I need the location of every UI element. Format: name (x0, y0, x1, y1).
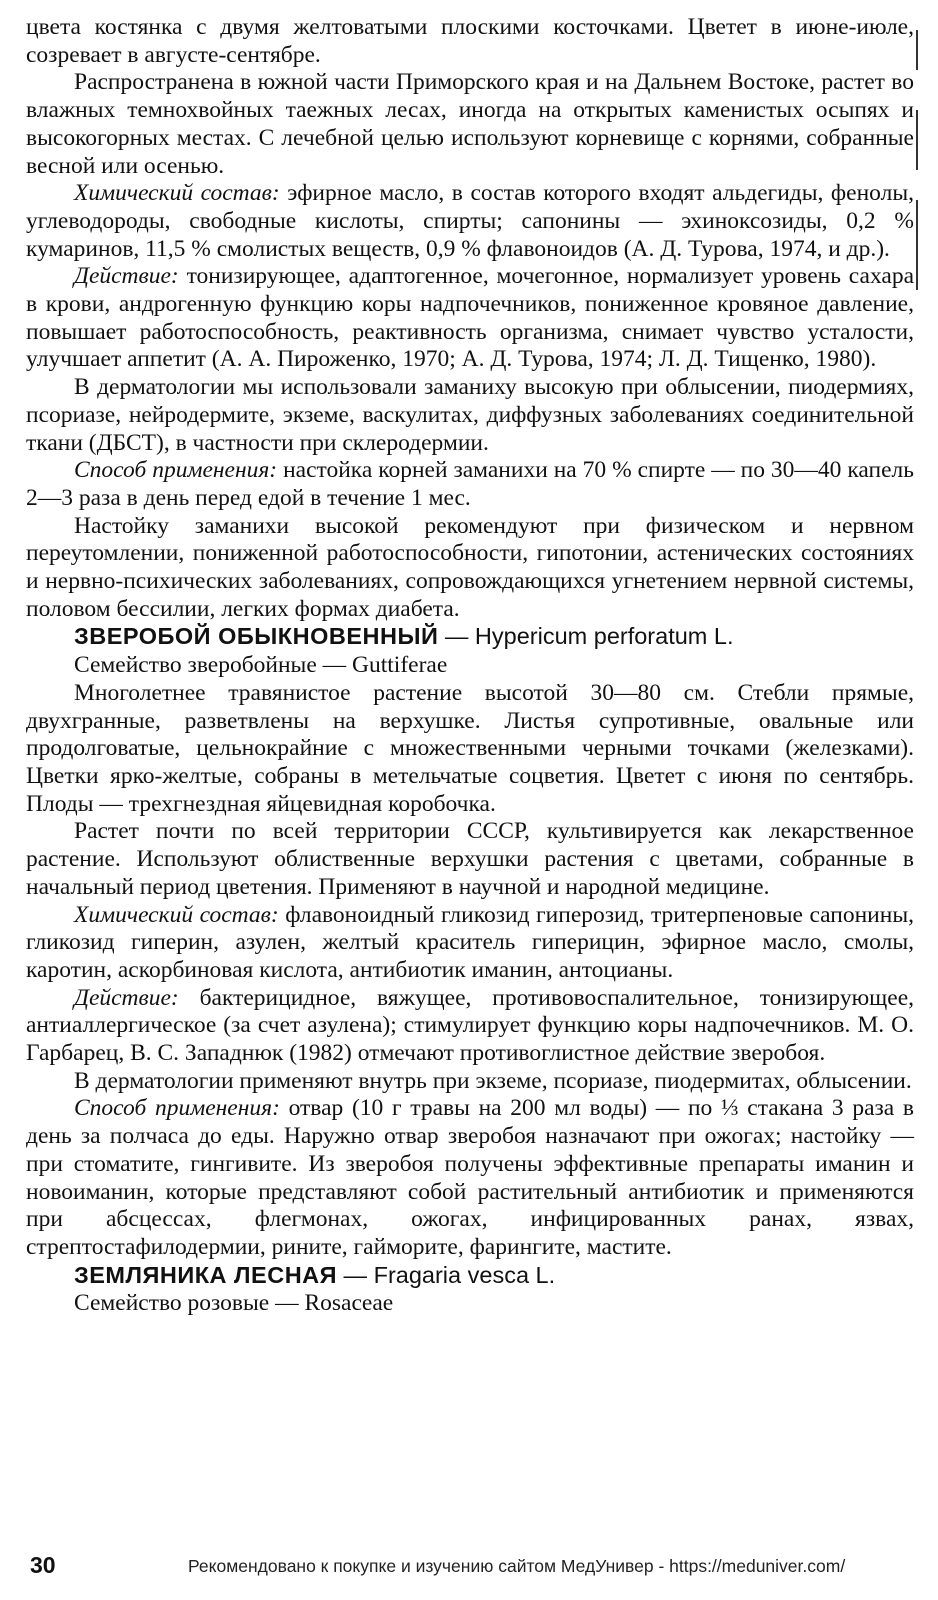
label-action: Действие: (74, 263, 179, 290)
paragraph: Распространена в южной части Приморского края и на Дальнем Востоке, растет во влажных темнохвойных таежных лесах, иногда на открытых каменистых осыпях и высокогорных местах. С лечебной целью используют корневище с корнями, собранные весной или осенью. (26, 69, 914, 179)
footer-note: Рекомендовано к покупке и изучению сайтом МедУнивер - https://meduniver.com/ (188, 1556, 846, 1576)
heading-latin-name: — Hypericum perforatum L. (438, 623, 734, 650)
paragraph: Настойку заманихи высокой рекомендуют при физическом и нервном переутомлении, пониженной работоспособности, гипотонии, астенических состояниях и нервно-психических заболеваниях, сопровождающихся угнетением нервной системы, половом бессилии, легких формах диабета. (26, 512, 914, 622)
label-action: Действие: (74, 984, 179, 1011)
heading-russian-name: ЗВЕРОБОЙ ОБЫКНОВЕННЫЙ (74, 623, 439, 650)
paragraph-action: Действие: бактерицидное, вяжущее, противовоспалительное, тонизирующее, антиаллергическое (за счет азулена); стимулирует функцию коры надпочечников. М. О. Гарбарец, В. С. Западнюк (1982) отмечают противоглистное действие зверобоя. (26, 984, 914, 1067)
paragraph-chemical-composition: Химический состав: эфирное масло, в состав которого входят альдегиды, фенолы, углеводороды, свободные кислоты, спирты; сапонины — эхиноксозиды, 0,2 % кумаринов, 11,5 % смолистых веществ, 0,9 % флавоноидов (А. Д. Турова, 1974, и др.). (26, 180, 915, 262)
paragraph-chemical-composition: Химический состав: флавоноидный гликозид гиперозид, тритерпеновые сапонины, гликозид гиперин, азулен, желтый краситель гиперицин, эфирное масло, смолы, каротин, аскорбиновая кислота, антибиотик иманин, антоцианы. (26, 901, 914, 983)
section-heading-fragaria (26, 1262, 914, 1291)
label-chemical-composition: Химический состав: (74, 901, 279, 928)
family-line: Семейство розовые — Rosaceae (74, 1290, 394, 1317)
page-body (26, 14, 914, 1318)
label-usage: Способ применения: (74, 1095, 280, 1122)
paragraph: Многолетнее травянистое растение высотой 30—80 см. Стебли прямые, двухгранные, разветвлены на верхушке. Листья супротивные, овальные или продолговатые, цельнокрайние с множественными черными точками (железками). Цветки ярко-желтые, собраны в метельчатые соцветия. Цветет с июня по сентябрь. Плоды — трехгнездная яйцевидная коробочка. (26, 679, 914, 817)
heading-latin-name: — Fragaria vesca L. (337, 1261, 556, 1288)
paragraph: В дерматологии применяют внутрь при экземе, псориазе, пиодермитах, облысении. (74, 1067, 912, 1094)
paragraph-usage: Способ применения: настойка корней заманихи на 70 % спирте — по 30—40 капель 2—3 раза в день перед едой в течение 1 мес. (26, 457, 915, 511)
margin-mark (916, 30, 918, 70)
label-chemical-composition: Химический состав: (74, 180, 280, 207)
label-usage: Способ применения: (74, 457, 278, 484)
paragraph: В дерматологии мы использовали заманиху высокую при облысении, пиодермиях, псориазе, нейродермите, экземе, васкулитах, диффузных заболеваниях соединительной ткани (ДБСТ), в частности при склеродермии. (26, 374, 914, 456)
paragraph: Растет почти по всей территории СССР, культивируется как лекарственное растение. Используют облиственные верхушки растения с цветами, собранные в начальный период цветения. Применяют в научной и народной медицине. (26, 818, 914, 900)
paragraph-usage: Способ применения: отвар (10 г травы на 200 мл воды) — по ⅓ стакана 3 раза в день за полчаса до еды. Наружно отвар зверобоя назначают при ожогах; настойку — при стоматите, гингивите. Из зверобоя получены эффективные препараты иманин и новоиманин, которые представляют собой растительный антибиотик и применяются при абсцессах, флегмонах, ожогах, инфицированных ранах, язвах, стрептостафилодермии, рините, гайморите, фарингите, мастите. (26, 1095, 914, 1260)
section-heading-hypericum (26, 623, 914, 652)
paragraph: цвета костянка с двумя желтоватыми плоскими косточками. Цветет в июне-июле, созревает в августе-сентябре. (26, 14, 914, 68)
family-line: Семейство зверобойные — Guttiferae (74, 652, 448, 679)
page-number: 30 (30, 1552, 56, 1578)
margin-mark (916, 200, 918, 290)
heading-russian-name: ЗЕМЛЯНИКА ЛЕСНАЯ (74, 1261, 338, 1288)
margin-mark (916, 110, 918, 170)
paragraph-action: Действие: тонизирующее, адаптогенное, мочегонное, нормализует уровень сахара в крови, андрогенную функцию коры надпочечников, пониженное кровяное давление, повышает работоспособность, реактивность организма, снимает чувство усталости, улучшает аппетит (А. А. Пироженко, 1970; А. Д. Турова, 1974; Л. Д. Тищенко, 1980). (26, 263, 914, 373)
